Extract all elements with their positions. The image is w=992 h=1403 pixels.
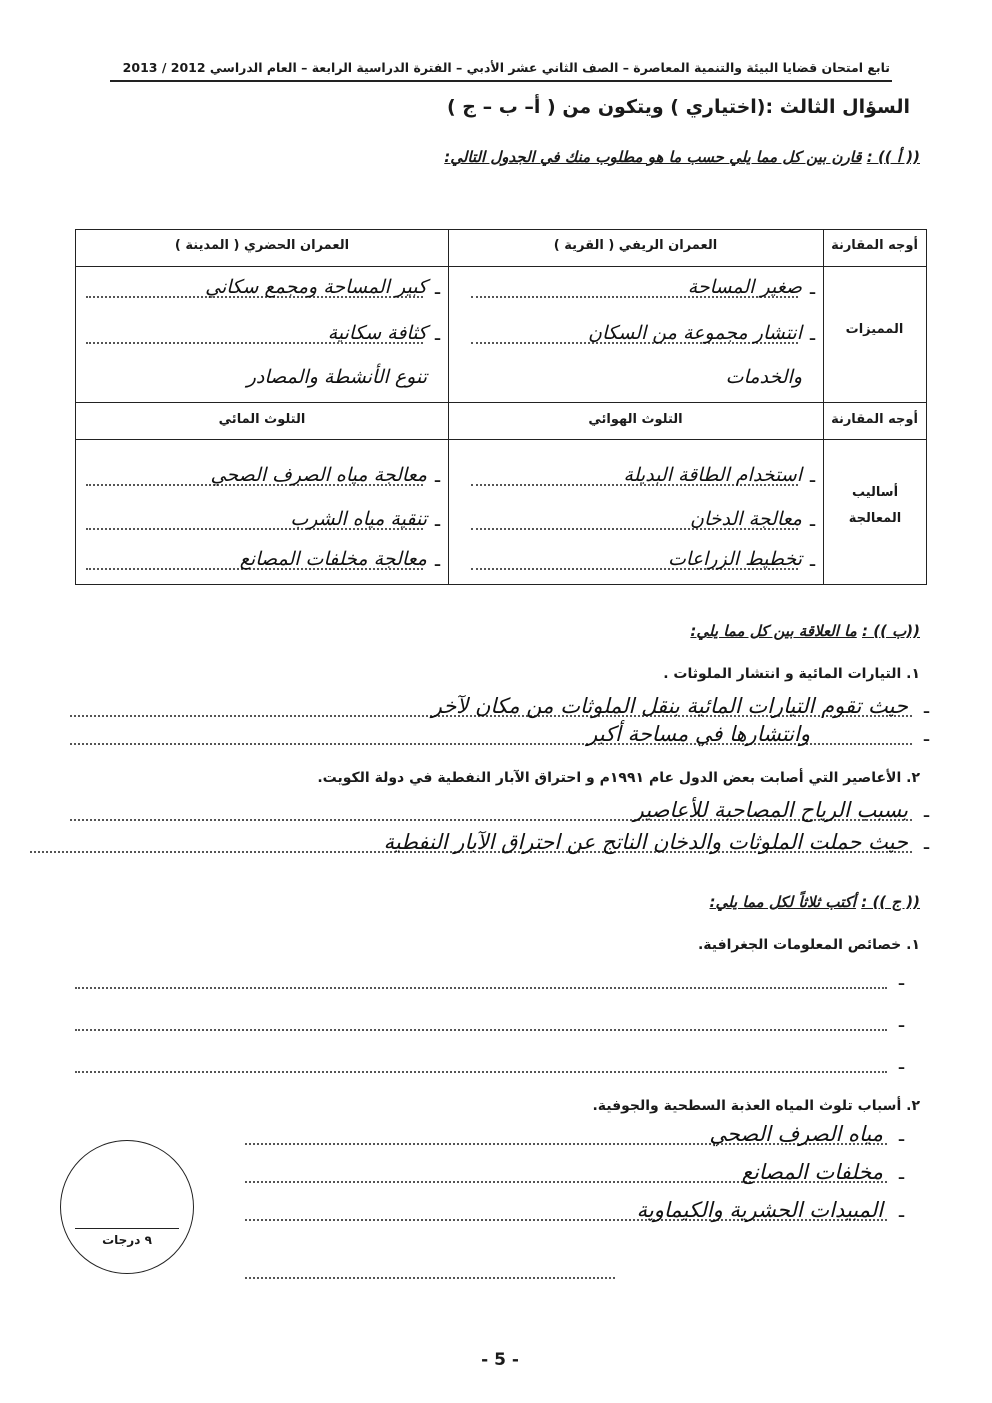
rural-answer-1: صغير المساحة [687, 276, 802, 298]
table-divider [76, 439, 926, 440]
urban-answer-1: كبير المساحة ومجمع سكاني [205, 276, 427, 298]
dash-bullet: – [923, 840, 930, 856]
dash-bullet: – [898, 1018, 905, 1034]
water-answer-2: تنقية مياه الشرب [290, 508, 427, 530]
dash-bullet: – [923, 704, 930, 720]
dash-bullet: – [434, 517, 441, 533]
section-c-answer-2b: مخلفات المصانع [741, 1160, 883, 1184]
section-b-answer-1b: وانتشارها في مساحة أكبر [587, 722, 810, 746]
features-row-label: المميزات [845, 322, 904, 337]
aspect-header-2: أوجه المقارنة [831, 412, 918, 427]
urban-answer-2: كثافة سكانية [327, 322, 427, 344]
section-b-instruction: ما العلاقة بين كل مما يلي: [690, 622, 857, 640]
header-divider [110, 80, 892, 82]
dash-bullet: – [809, 473, 816, 489]
table-divider [448, 230, 449, 584]
dash-bullet: – [434, 557, 441, 573]
air-answer-line [471, 506, 816, 536]
section-c-label: (( ج )) : [861, 893, 920, 911]
score-circle [60, 1140, 194, 1274]
answer-line [245, 1258, 615, 1284]
exam-header: تابع امتحان قضايا البيئة والتنمية المعاصرة – الصف الثاني عشر الأدبي – الفترة الدراسية الرابعة – العام الدراسي 2012 / 2013 [122, 60, 890, 75]
answer-dots [75, 987, 887, 989]
water-answer-line [86, 546, 441, 576]
table-divider [823, 230, 824, 584]
rural-answer-3: والخدمات [725, 366, 802, 388]
section-a-label: (( أ )) : [866, 148, 920, 166]
answer-line [70, 800, 930, 826]
answer-line [75, 1010, 905, 1036]
rural-answer-line [471, 320, 816, 350]
urban-answer-line [86, 320, 441, 350]
answer-dots [75, 1029, 887, 1031]
section-c-instruction: أكتب ثلاثاً لكل مما يلي: [709, 893, 856, 911]
table-divider [76, 402, 926, 403]
section-b-answer-2b: حيث حملت الملوثات والدخان الناتج عن احتراق الآبار النفطية [383, 830, 908, 854]
section-c-answer-2a: مياه الصرف الصحي [709, 1122, 883, 1146]
dash-bullet: – [898, 976, 905, 992]
dash-bullet: – [434, 331, 441, 347]
aspect-header: أوجه المقارنة [831, 238, 918, 253]
answer-dots [75, 1071, 887, 1073]
water-pollution-header: التلوث المائي [218, 412, 306, 427]
answer-line [75, 1052, 905, 1078]
dash-bullet: – [809, 331, 816, 347]
dash-bullet: – [809, 285, 816, 301]
section-b-question-2: ٢. الأعاصير التي أصابت بعض الدول عام ١٩٩١م و احتراق الآبار النفطية في دولة الكويت. [317, 770, 920, 786]
dash-bullet: – [898, 1170, 905, 1186]
air-answer-line [471, 546, 816, 576]
score-divider [75, 1228, 179, 1229]
air-pollution-header: التلوث الهوائي [588, 412, 683, 427]
table-divider [76, 266, 926, 267]
air-answer-3: تخطيط الزراعات [668, 548, 802, 570]
rural-answer-line [471, 274, 816, 304]
urban-answer-line [86, 274, 441, 304]
section-b-answer-1a: حيث تقوم التيارات المائية بنقل الملوثات من مكان لآخر [431, 694, 908, 718]
page-number: - 5 - [481, 1350, 519, 1370]
water-answer-1: معالجة مياه الصرف الصحي [210, 464, 427, 486]
air-answer-line [471, 462, 816, 492]
section-c-title [620, 893, 920, 911]
section-c-question-2: ٢. أسباب تلوث المياه العذبة السطحية والجوفية. [592, 1098, 920, 1114]
comparison-table [75, 229, 927, 585]
section-a-title [340, 148, 920, 166]
dash-bullet: – [898, 1132, 905, 1148]
answer-line [70, 724, 930, 750]
treatment-row-label: أساليب المعالجة [848, 485, 902, 526]
section-b-label: ((ب )) : [862, 622, 920, 640]
section-b-title [620, 622, 920, 640]
urban-answer-line [86, 364, 441, 394]
section-c-question-1: ١. خصائص المعلومات الجغرافية. [697, 937, 920, 953]
rural-answer-line [471, 364, 816, 394]
urban-answer-3: تنوع الأنشطة والمصادر [246, 366, 427, 388]
urban-header: العمران الحضري ( المدينة ) [174, 238, 350, 253]
water-answer-line [86, 462, 441, 492]
rural-answer-2: انتشار مجموعة من السكان [588, 322, 802, 344]
question-3-title: السؤال الثالث :(اختياري ) ويتكون من ( أ– ب – ج ) [446, 96, 910, 118]
answer-line [30, 832, 930, 858]
air-answer-1: استخدام الطاقة البديلة [623, 464, 802, 486]
dash-bullet: – [434, 473, 441, 489]
section-a-instruction: قارن بين كل مما يلي حسب ما هو مطلوب منك في الجدول التالي: [444, 148, 862, 166]
section-c-answer-2c: المبيدات الحشرية والكيماوية [636, 1198, 883, 1222]
dash-bullet: – [898, 1208, 905, 1224]
section-b-answer-2a: بسبب الرياح المصاحبة للأعاصير [633, 798, 908, 822]
water-answer-3: معالجة مخلفات المصانع [239, 548, 427, 570]
section-b-question-1: ١. التيارات المائية و انتشار الملوثات . [663, 666, 920, 682]
dash-bullet: – [809, 517, 816, 533]
air-answer-2: معالجة الدخان [690, 508, 802, 530]
dash-bullet: – [923, 732, 930, 748]
score-label: ٩ درجات [102, 1233, 152, 1248]
rural-header: العمران الريفي ( القرية ) [553, 238, 718, 253]
answer-line [245, 1124, 905, 1150]
water-answer-line [86, 506, 441, 536]
answer-line [70, 696, 930, 722]
answer-line [245, 1200, 905, 1226]
dash-bullet: – [434, 285, 441, 301]
answer-dots [245, 1277, 615, 1279]
answer-line [75, 968, 905, 994]
dash-bullet: – [809, 557, 816, 573]
answer-line [245, 1162, 905, 1188]
dash-bullet: – [923, 808, 930, 824]
dash-bullet: – [898, 1060, 905, 1076]
